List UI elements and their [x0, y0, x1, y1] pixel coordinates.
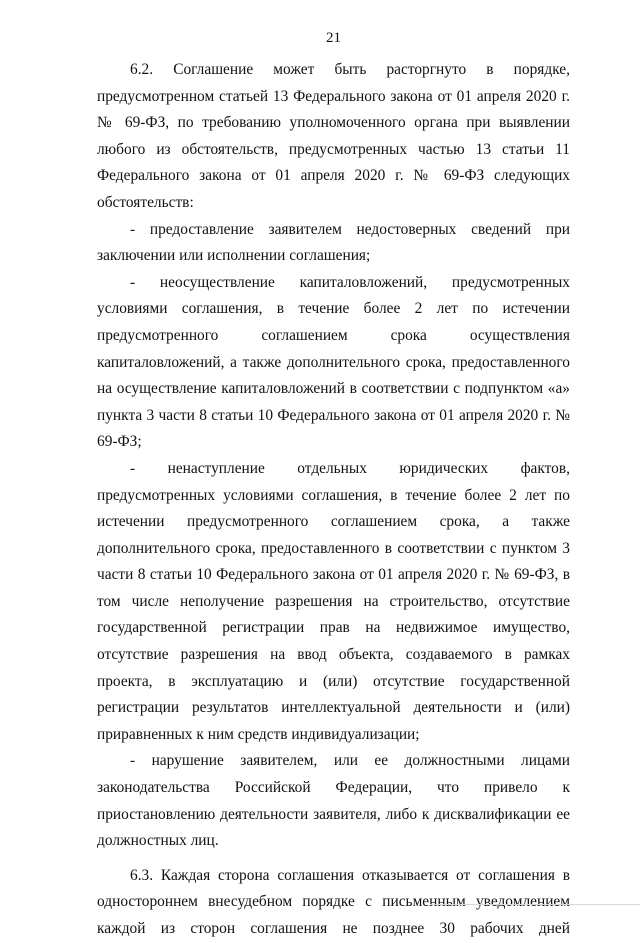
list-item-non-investment: - неосуществление капиталовложений, предусмотренных условиями соглашения, в течение более 2 лет по истечении предусмотренного соглашением срока осуществления капиталовложений, а также дополнительного срока, предоставленного на осуществление капиталовложений в соответствии с подпунктом «а» пункта 3 части 8 статьи 10 Федерального закона от 01 апреля 2020 г. № 69-ФЗ;: [97, 273, 570, 451]
list-item-law-violation: - нарушение заявителем, или ее должностными лицами законодательства Российской Федерации, что привело к приостановлению деятельности заявителя, либо к дисквалификации ее должностных лиц.: [97, 752, 570, 850]
clause-6-3: 6.3. Каждая сторона соглашения отказывается от соглашения в одностороннем внесудебном порядке с письменным уведомлением каждой из сторон соглашения не позднее 30 рабочих дней: [97, 866, 570, 937]
page-number: 21: [326, 30, 341, 46]
list-item-false-information: - предоставление заявителем недостоверных сведений при заключении или исполнении соглашения;: [97, 220, 570, 265]
list-item-legal-facts: - ненаступление отдельных юридических фактов, предусмотренных условиями соглашения, в течение более 2 лет по истечении предусмотренного соглашением срока, а также дополнительного срока, предоставленного в соответствии с пунктом 3 части 8 статьи 10 Федерального закона от 01 апреля 2020 г. № 69-ФЗ, в том числе неполучение разрешения на строительство, отсутствие государственной регистрации прав на недвижимое имущество, отсутствие разрешения на ввод объекта, создаваемого в рамках проекта, в эксплуатацию и (или) отсутствие государственной регистрации результатов интеллектуальной деятельности и (или) приравненных к ним средств индивидуализации;: [97, 459, 570, 743]
clause-6-2: 6.2. Соглашение может быть расторгнуто в порядке, предусмотренном статьей 13 Федерального закона от 01 апреля 2020 г. № 69-ФЗ, по требованию уполномоченного органа при выявлении любого из обстоятельств, предусмотренных частью 13 статьи 11 Федерального закона от 01 апреля 2020 г. № 69-ФЗ следующих обстоятельств:: [97, 61, 570, 211]
